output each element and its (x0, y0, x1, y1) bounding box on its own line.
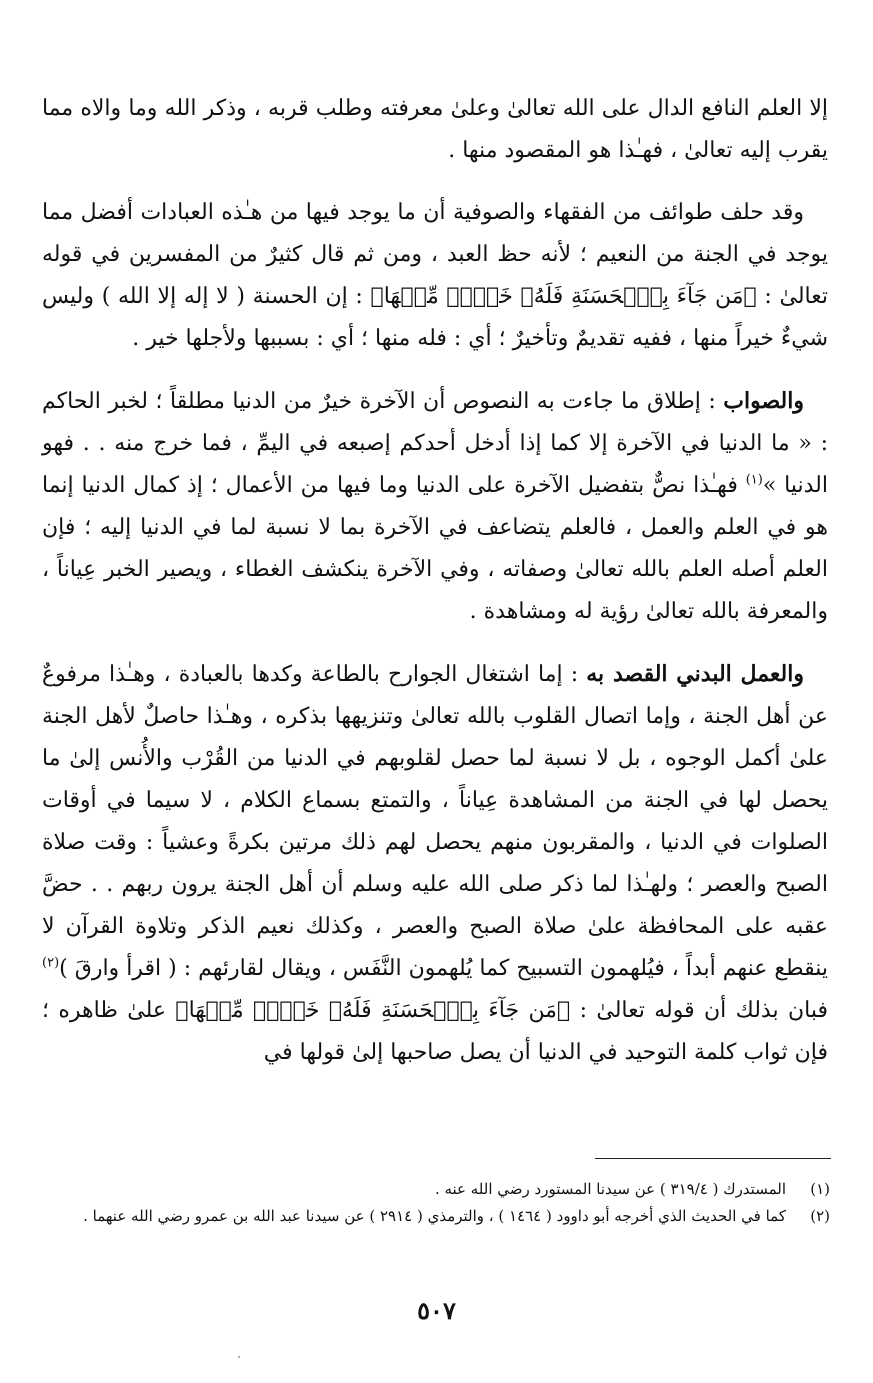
page-number: ٥٠٧ (417, 1296, 456, 1325)
footnote-text: المستدرك ( ٣١٩/٤ ) عن سيدنا المستورد رضي الله عنه . (434, 1180, 786, 1198)
paragraph-4 (42, 653, 828, 1074)
footnotes (40, 1176, 830, 1230)
paragraph-text: إلا العلم النافع الدال على الله تعالىٰ وعلىٰ معرفته وطلب قربه ، وذكر الله وما والاه مما يقرب إليه تعالىٰ ، فهـٰذا هو المقصود منها . (42, 96, 828, 163)
paragraph-3 (42, 380, 828, 633)
paragraph-text: : إطلاق ما جاءت به النصوص أن الآخرة خيرٌ من الدنيا مطلقاً ؛ لخبر الحاكم : « ما الدنيا في الآخرة إلا كما إذا أدخل أحدكم إصبعه في اليمِّ ، فما خرج منه . . فهو الدنيا » (42, 389, 828, 498)
paragraph-text: وقد حلف طوائف من الفقهاء والصوفية أن ما يوجد فيها من هـٰذه العبادات أفضل مما يوجد في الجنة من النعيم ؛ لأنه حظ العبد ، ومن ثم قال كثيرٌ من المفسرين في قوله تعالىٰ : ﴿مَن جَآءَ بِٱلۡحَسَنَةِ فَلَهُۥ خَيۡرٞ مِّنۡهَا﴾ : إن الحسنة ( لا إله إلا الله ) وليس شيءٌ خيراً منها ، ففيه تقديمٌ وتأخيرٌ ؛ أي : فله منها ؛ أي : بسببها ولأجلها خير . (42, 200, 828, 351)
footnote-ref-1[interactable]: (١) (745, 472, 763, 488)
footnote-number: (٢) (810, 1207, 830, 1225)
footnote-number: (١) (810, 1180, 830, 1198)
paragraph-text: : إما اشتغال الجوارح بالطاعة وكدها بالعبادة ، وهـٰذا مرفوعٌ عن أهل الجنة ، وإما اتصال القلوب بالله تعالىٰ وتنزيهها بذكره ، وهـٰذا حاصلٌ لأهل الجنة علىٰ أكمل الوجوه ، بل لا نسبة لما حصل لقلوبهم في الدنيا من القُرْب والأُنس إلىٰ ما يحصل لها في الجنة من المشاهدة عِياناً ، والتمتع بسماع الكلام ، لا سيما في أوقات الصلوات في الدنيا ، والمقربون منهم يحصل لهم ذلك مرتين بكرةً وعشياً : وقت صلاة الصبح والعصر ؛ ولهـٰذا لما ذكر صلى الله عليه وسلم أن أهل الجنة يرون ربهم . . حضَّ عقبه على المحافظة علىٰ صلاة الصبح والعصر ، وكذلك نعيم الذكر وتلاوة القرآن لا ينقطع عنهم أبداً ، فيُلهمون التسبيح كما يُلهمون النَّفَس ، ويقال لقارئهم : ( اقرأ وارقَ ) (42, 662, 828, 981)
main-text (42, 88, 828, 1094)
paragraph-1 (42, 88, 828, 172)
paragraph-2 (42, 192, 828, 360)
paragraph-text-cont: فبان بذلك أن قوله تعالىٰ : ﴿مَن جَآءَ بِٱلۡحَسَنَةِ فَلَهُۥ خَيۡرٞ مِّنۡهَا﴾ علىٰ ظاهره ؛ فإن ثواب كلمة التوحيد في الدنيا أن يصل صاحبها إلىٰ قولها في (42, 998, 828, 1065)
scan-speck (238, 1356, 240, 1358)
footnote-divider (595, 1158, 831, 1159)
footnote-text: كما في الحديث الذي أخرجه أبو داوود ( ١٤٦٤ ) ، والترمذي ( ٢٩١٤ ) عن سيدنا عبد الله بن عمرو رضي الله عنهما . (83, 1207, 786, 1225)
paragraph-text-cont: فهـٰذا نصٌّ بتفضيل الآخرة على الدنيا وما فيها من الأعمال ؛ إذ كمال الدنيا إنما هو في العلم والعمل ، فالعلم يتضاعف في الآخرة بما لا نسبة لما في الدنيا إليه ؛ فإن العلم أصله العلم بالله تعالىٰ وصفاته ، وفي الآخرة ينكشف الغطاء ، ويصير الخبر عِياناً ، والمعرفة بالله تعالىٰ رؤية له ومشاهدة . (42, 473, 828, 624)
footnote-2 (40, 1203, 830, 1230)
footnote-ref-2[interactable]: (٢) (42, 955, 60, 971)
footnote-1 (40, 1176, 830, 1203)
paragraph-lead: والصواب (723, 388, 804, 414)
paragraph-lead: والعمل البدني القصد به (586, 661, 804, 687)
